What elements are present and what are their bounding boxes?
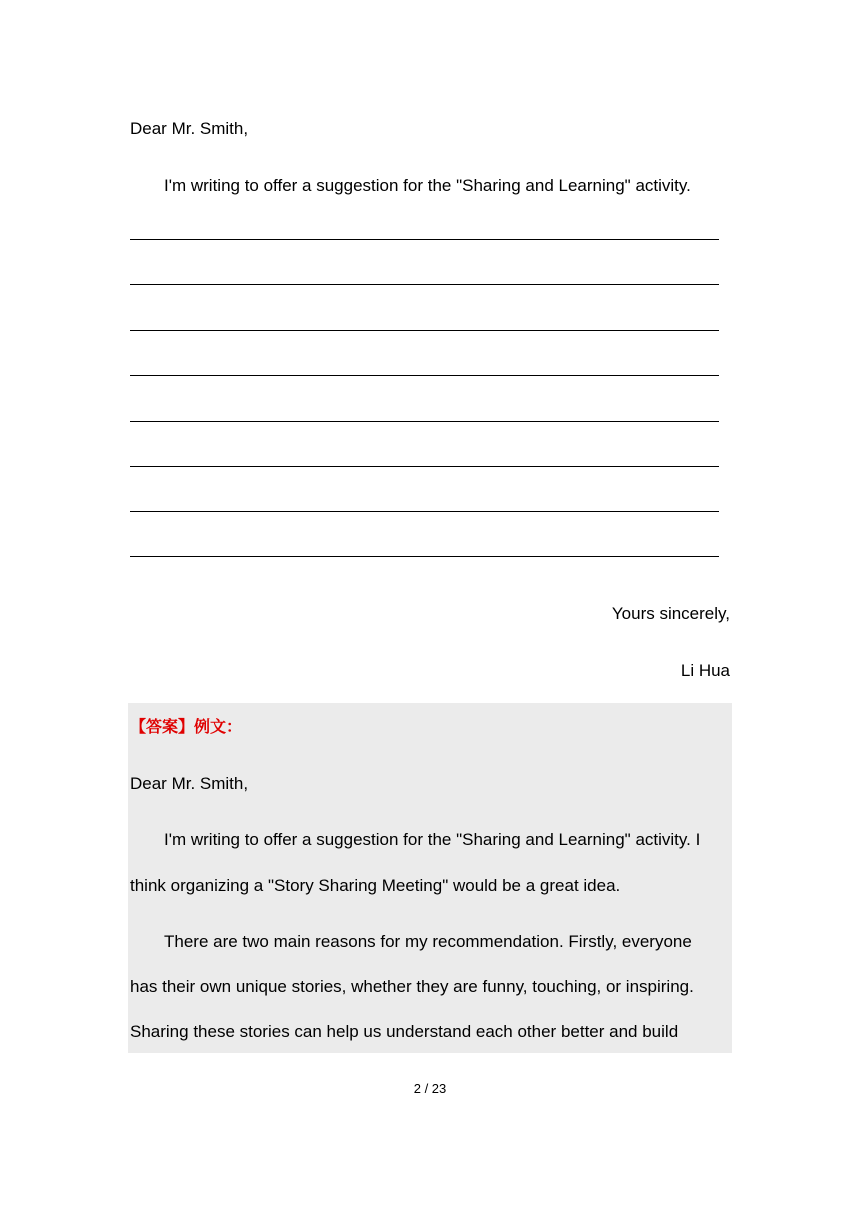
letter-closing: Yours sincerely,	[611, 604, 730, 623]
writing-line-3	[130, 330, 719, 331]
writing-line-5	[130, 421, 719, 422]
writing-line-4	[130, 375, 719, 376]
answer-label: 【答案】例文：	[130, 717, 243, 736]
writing-line-2	[130, 284, 719, 285]
answer-paragraph-2-line-2: has their own unique stories, whether they are funny, touching, or inspiring.	[130, 977, 694, 996]
answer-paragraph-2-line-1: There are two main reasons for my recommendation. Firstly, everyone	[164, 932, 692, 951]
letter-opening: I'm writing to offer a suggestion for the "Sharing and Learning" activity.	[164, 176, 691, 195]
letter-salutation: Dear Mr. Smith,	[130, 119, 249, 138]
writing-line-7	[130, 511, 719, 512]
answer-paragraph-1-line-2: think organizing a "Story Sharing Meeting" would be a great idea.	[130, 876, 621, 895]
answer-paragraph-2-line-3: Sharing these stories can help us understand each other better and build	[130, 1022, 679, 1041]
page-number: 2 / 23	[413, 1081, 447, 1096]
writing-line-1	[130, 239, 719, 240]
letter-signature: Li Hua	[680, 661, 730, 680]
writing-line-6	[130, 466, 719, 467]
answer-paragraph-1-line-1: I'm writing to offer a suggestion for the "Sharing and Learning" activity. I	[164, 830, 701, 849]
answer-salutation: Dear Mr. Smith,	[130, 774, 249, 793]
writing-line-8	[130, 556, 719, 557]
